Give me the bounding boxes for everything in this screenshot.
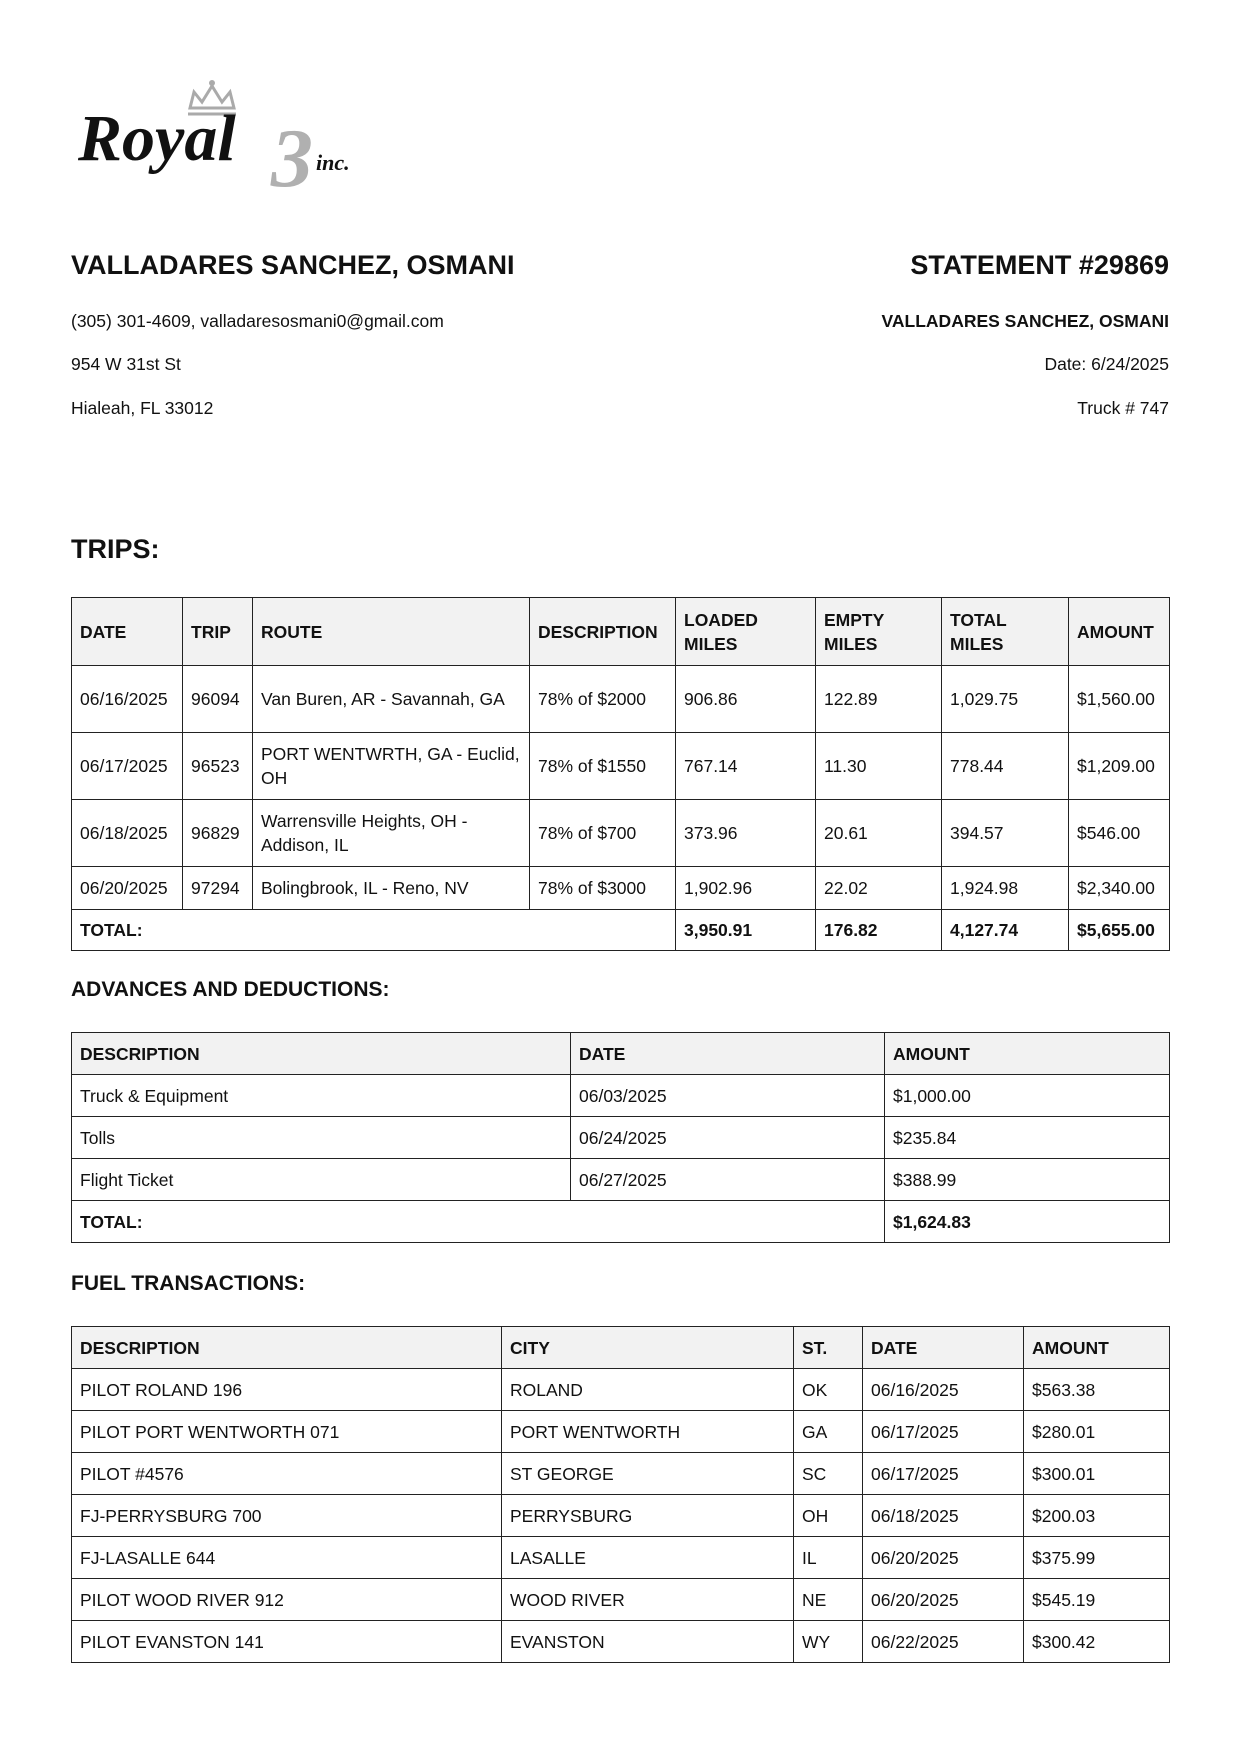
fuel-city: PORT WENTWORTH bbox=[502, 1411, 794, 1453]
fuel-city: EVANSTON bbox=[502, 1621, 794, 1663]
col-header-amount: AMOUNT bbox=[885, 1033, 1170, 1075]
fuel-state: SC bbox=[794, 1453, 863, 1495]
driver-address-line1: 954 W 31st St bbox=[71, 354, 181, 374]
fuel-date: 06/17/2025 bbox=[863, 1453, 1024, 1495]
trip-number: 96829 bbox=[183, 800, 253, 867]
advances-total-label: TOTAL: bbox=[72, 1201, 885, 1243]
table-row bbox=[72, 1579, 1170, 1621]
fuel-city: PERRYSBURG bbox=[502, 1495, 794, 1537]
trip-description: 78% of $3000 bbox=[530, 867, 676, 910]
trip-number: 96094 bbox=[183, 666, 253, 733]
advance-description: Flight Ticket bbox=[72, 1159, 571, 1201]
company-logo bbox=[78, 78, 388, 198]
advances-total-amount: $1,624.83 bbox=[885, 1201, 1170, 1243]
svg-text:Royal: Royal bbox=[78, 102, 236, 175]
trip-date: 06/17/2025 bbox=[72, 733, 183, 800]
fuel-date: 06/18/2025 bbox=[863, 1495, 1024, 1537]
trip-loaded-miles: 373.96 bbox=[676, 800, 816, 867]
fuel-description: PILOT EVANSTON 141 bbox=[72, 1621, 502, 1663]
fuel-amount: $375.99 bbox=[1024, 1537, 1170, 1579]
trip-loaded-miles: 906.86 bbox=[676, 666, 816, 733]
fuel-date: 06/17/2025 bbox=[863, 1411, 1024, 1453]
driver-contact: (305) 301-4609, valladaresosmani0@gmail.com bbox=[71, 311, 444, 331]
trip-route: PORT WENTWRTH, GA - Euclid, OH bbox=[253, 733, 530, 800]
fuel-state: IL bbox=[794, 1537, 863, 1579]
trip-total-miles: 1,029.75 bbox=[942, 666, 1069, 733]
trip-date: 06/18/2025 bbox=[72, 800, 183, 867]
trip-amount: $1,209.00 bbox=[1069, 733, 1170, 800]
col-header-city: CITY bbox=[502, 1327, 794, 1369]
advances-header-row bbox=[72, 1033, 1170, 1075]
trip-amount: $546.00 bbox=[1069, 800, 1170, 867]
advances-heading: ADVANCES AND DEDUCTIONS: bbox=[71, 978, 390, 1001]
driver-address-line2: Hialeah, FL 33012 bbox=[71, 398, 214, 418]
fuel-amount: $280.01 bbox=[1024, 1411, 1170, 1453]
fuel-description: FJ-PERRYSBURG 700 bbox=[72, 1495, 502, 1537]
trip-number: 97294 bbox=[183, 867, 253, 910]
fuel-amount: $300.01 bbox=[1024, 1453, 1170, 1495]
trip-amount: $1,560.00 bbox=[1069, 666, 1170, 733]
trip-empty-miles: 22.02 bbox=[816, 867, 942, 910]
table-row bbox=[72, 1453, 1170, 1495]
fuel-description: PILOT #4576 bbox=[72, 1453, 502, 1495]
col-header-route: ROUTE bbox=[253, 598, 530, 666]
svg-text:3: 3 bbox=[271, 112, 313, 198]
trip-empty-miles: 11.30 bbox=[816, 733, 942, 800]
trip-loaded-miles: 767.14 bbox=[676, 733, 816, 800]
advance-date: 06/24/2025 bbox=[571, 1117, 885, 1159]
col-header-total-miles: TOTAL MILES bbox=[942, 598, 1069, 666]
table-row bbox=[72, 1369, 1170, 1411]
advance-date: 06/03/2025 bbox=[571, 1075, 885, 1117]
advance-amount: $235.84 bbox=[885, 1117, 1170, 1159]
fuel-state: OK bbox=[794, 1369, 863, 1411]
col-header-amount: AMOUNT bbox=[1069, 598, 1170, 666]
trip-total-miles: 394.57 bbox=[942, 800, 1069, 867]
col-header-date: DATE bbox=[571, 1033, 885, 1075]
col-header-amount: AMOUNT bbox=[1024, 1327, 1170, 1369]
trip-empty-miles: 20.61 bbox=[816, 800, 942, 867]
trip-route: Warrensville Heights, OH - Addison, IL bbox=[253, 800, 530, 867]
table-row bbox=[72, 1117, 1170, 1159]
fuel-description: FJ-LASALLE 644 bbox=[72, 1537, 502, 1579]
trips-total-row bbox=[72, 910, 1170, 951]
trips-total-amount: $5,655.00 bbox=[1069, 910, 1170, 951]
driver-name: VALLADARES SANCHEZ, OSMANI bbox=[71, 250, 515, 280]
trip-description: 78% of $700 bbox=[530, 800, 676, 867]
fuel-amount: $545.19 bbox=[1024, 1579, 1170, 1621]
svg-text:inc.: inc. bbox=[316, 150, 350, 175]
col-header-description: DESCRIPTION bbox=[530, 598, 676, 666]
fuel-date: 06/16/2025 bbox=[863, 1369, 1024, 1411]
advance-description: Tolls bbox=[72, 1117, 571, 1159]
trips-total-loaded-miles: 3,950.91 bbox=[676, 910, 816, 951]
table-row bbox=[72, 1075, 1170, 1117]
table-row bbox=[72, 733, 1170, 800]
trip-total-miles: 1,924.98 bbox=[942, 867, 1069, 910]
advance-date: 06/27/2025 bbox=[571, 1159, 885, 1201]
col-header-state: ST. bbox=[794, 1327, 863, 1369]
table-row bbox=[72, 1537, 1170, 1579]
trip-amount: $2,340.00 bbox=[1069, 867, 1170, 910]
fuel-amount: $563.38 bbox=[1024, 1369, 1170, 1411]
fuel-header-row bbox=[72, 1327, 1170, 1369]
trip-empty-miles: 122.89 bbox=[816, 666, 942, 733]
trip-description: 78% of $1550 bbox=[530, 733, 676, 800]
trip-description: 78% of $2000 bbox=[530, 666, 676, 733]
fuel-state: NE bbox=[794, 1579, 863, 1621]
trip-number: 96523 bbox=[183, 733, 253, 800]
fuel-state: OH bbox=[794, 1495, 863, 1537]
trip-date: 06/16/2025 bbox=[72, 666, 183, 733]
trips-total-label: TOTAL: bbox=[72, 910, 676, 951]
trips-heading: TRIPS: bbox=[71, 534, 160, 564]
fuel-state: WY bbox=[794, 1621, 863, 1663]
col-header-description: DESCRIPTION bbox=[72, 1327, 502, 1369]
fuel-date: 06/20/2025 bbox=[863, 1579, 1024, 1621]
trips-total-empty-miles: 176.82 bbox=[816, 910, 942, 951]
fuel-date: 06/20/2025 bbox=[863, 1537, 1024, 1579]
advances-table bbox=[71, 1032, 1170, 1243]
advance-description: Truck & Equipment bbox=[72, 1075, 571, 1117]
col-header-description: DESCRIPTION bbox=[72, 1033, 571, 1075]
trip-date: 06/20/2025 bbox=[72, 867, 183, 910]
statement-title: STATEMENT #29869 bbox=[910, 250, 1169, 280]
trips-total-miles: 4,127.74 bbox=[942, 910, 1069, 951]
fuel-amount: $200.03 bbox=[1024, 1495, 1170, 1537]
trips-header-row bbox=[72, 598, 1170, 666]
fuel-city: ROLAND bbox=[502, 1369, 794, 1411]
col-header-empty-miles: EMPTY MILES bbox=[816, 598, 942, 666]
fuel-description: PILOT WOOD RIVER 912 bbox=[72, 1579, 502, 1621]
fuel-description: PILOT PORT WENTWORTH 071 bbox=[72, 1411, 502, 1453]
table-row bbox=[72, 867, 1170, 910]
trip-route: Van Buren, AR - Savannah, GA bbox=[253, 666, 530, 733]
fuel-amount: $300.42 bbox=[1024, 1621, 1170, 1663]
table-row bbox=[72, 666, 1170, 733]
advance-amount: $1,000.00 bbox=[885, 1075, 1170, 1117]
table-row bbox=[72, 1621, 1170, 1663]
advances-total-row bbox=[72, 1201, 1170, 1243]
statement-date: Date: 6/24/2025 bbox=[1044, 354, 1169, 374]
fuel-table bbox=[71, 1326, 1170, 1663]
table-row bbox=[72, 1159, 1170, 1201]
col-header-date: DATE bbox=[863, 1327, 1024, 1369]
fuel-city: LASALLE bbox=[502, 1537, 794, 1579]
fuel-date: 06/22/2025 bbox=[863, 1621, 1024, 1663]
trips-table bbox=[71, 597, 1170, 951]
statement-driver-name: VALLADARES SANCHEZ, OSMANI bbox=[881, 311, 1169, 331]
table-row bbox=[72, 1495, 1170, 1537]
col-header-trip: TRIP bbox=[183, 598, 253, 666]
trip-total-miles: 778.44 bbox=[942, 733, 1069, 800]
advance-amount: $388.99 bbox=[885, 1159, 1170, 1201]
trip-loaded-miles: 1,902.96 bbox=[676, 867, 816, 910]
table-row bbox=[72, 1411, 1170, 1453]
fuel-state: GA bbox=[794, 1411, 863, 1453]
fuel-description: PILOT ROLAND 196 bbox=[72, 1369, 502, 1411]
truck-number: Truck # 747 bbox=[1077, 398, 1169, 418]
col-header-date: DATE bbox=[72, 598, 183, 666]
trip-route: Bolingbrook, IL - Reno, NV bbox=[253, 867, 530, 910]
col-header-loaded-miles: LOADED MILES bbox=[676, 598, 816, 666]
fuel-city: ST GEORGE bbox=[502, 1453, 794, 1495]
fuel-heading: FUEL TRANSACTIONS: bbox=[71, 1272, 306, 1295]
fuel-city: WOOD RIVER bbox=[502, 1579, 794, 1621]
table-row bbox=[72, 800, 1170, 867]
